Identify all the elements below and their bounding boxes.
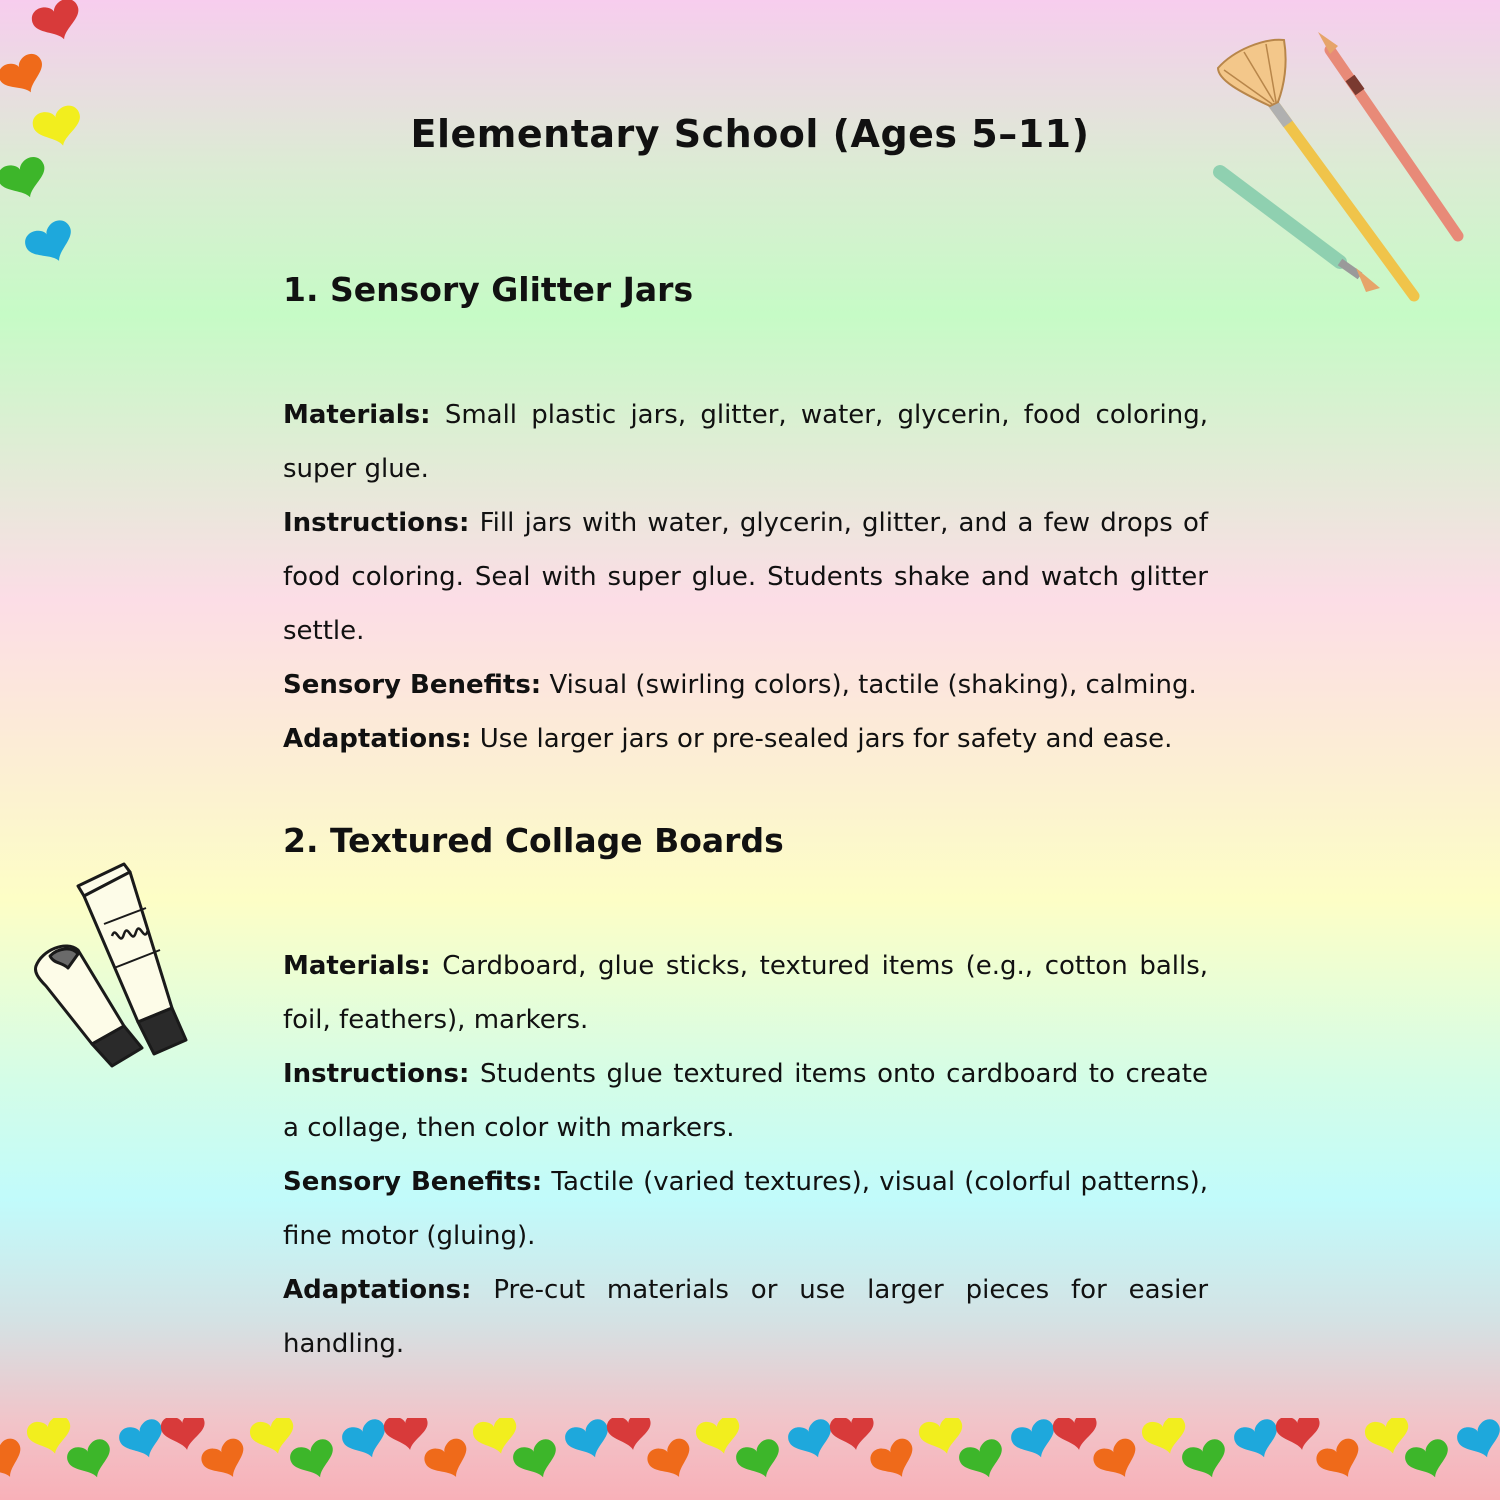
instructions-text: Students glue textured items onto cardboard to create a collage, then color with markers. xyxy=(283,1059,1208,1143)
heart-icon xyxy=(1454,1418,1500,1465)
heart-icon xyxy=(1179,1436,1233,1484)
materials-label: Materials: xyxy=(283,400,431,430)
benefits-paragraph xyxy=(283,1155,1208,1263)
materials-paragraph xyxy=(283,388,1208,496)
heart-icon xyxy=(1090,1435,1145,1486)
materials-text: Small plastic jars, glitter, water, glycerin, food coloring, super glue. xyxy=(283,400,1209,484)
benefits-label: Sensory Benefits: xyxy=(283,670,542,700)
adaptations-label: Adaptations: xyxy=(283,1275,472,1305)
instructions-label: Instructions: xyxy=(283,1059,470,1089)
heart-icon xyxy=(828,1418,878,1454)
section-collage-boards xyxy=(283,821,1208,1371)
heart-icon xyxy=(1402,1436,1456,1484)
materials-paragraph xyxy=(283,939,1208,1047)
benefits-paragraph xyxy=(283,658,1208,712)
heart-icon xyxy=(510,1436,564,1484)
heart-border xyxy=(0,1418,1500,1500)
heart-icon xyxy=(1313,1435,1368,1486)
heart-icon xyxy=(0,154,53,206)
heart-icon xyxy=(21,217,80,271)
heart-icon xyxy=(0,1435,30,1486)
benefits-text: Visual (swirling colors), tactile (shaking), calming. xyxy=(549,670,1197,700)
paintbrush-icon xyxy=(1220,172,1380,292)
benefits-text: Tactile (varied textures), visual (colorful patterns), fine motor (gluing). xyxy=(283,1167,1209,1251)
paint-tube-illustration xyxy=(20,850,210,1080)
heart-icon xyxy=(1051,1418,1101,1454)
section-heading: 2. Textured Collage Boards xyxy=(283,821,784,860)
heart-icon xyxy=(198,1435,253,1486)
paintbrush-icon xyxy=(1218,40,1414,296)
heart-icon xyxy=(1274,1418,1324,1454)
instructions-text: Fill jars with water, glycerin, glitter, and a few drops of food coloring. Seal with super glue. Students shake and watch glitter settle. xyxy=(283,508,1208,646)
adaptations-text: Pre-cut materials or use larger pieces for easier handling. xyxy=(283,1275,1209,1359)
heart-icon xyxy=(29,0,87,47)
materials-label: Materials: xyxy=(283,951,431,981)
materials-text: Cardboard, glue sticks, textured items (e.g., cotton balls, foil, feathers), markers. xyxy=(283,951,1209,1035)
paintbrush-illustration xyxy=(1200,20,1480,310)
heart-icon xyxy=(956,1436,1010,1484)
adaptations-paragraph xyxy=(283,1263,1208,1371)
section-glitter-jars xyxy=(283,270,1208,766)
adaptations-paragraph xyxy=(283,712,1208,766)
heart-icon xyxy=(421,1435,476,1486)
page-title: Elementary School (Ages 5–11) xyxy=(410,112,1090,156)
heart-icon xyxy=(159,1418,209,1454)
heart-icon xyxy=(0,50,51,102)
heart-icon xyxy=(733,1436,787,1484)
heart-icon xyxy=(64,1436,118,1484)
section-heading: 1. Sensory Glitter Jars xyxy=(283,270,694,309)
benefits-label: Sensory Benefits: xyxy=(283,1167,543,1197)
adaptations-text: Use larger jars or pre-sealed jars for safety and ease. xyxy=(479,724,1173,754)
instructions-paragraph xyxy=(283,1047,1208,1155)
heart-icon xyxy=(644,1435,699,1486)
heart-icon xyxy=(287,1436,341,1484)
adaptations-label: Adaptations: xyxy=(283,724,472,754)
instructions-paragraph xyxy=(283,496,1208,658)
instructions-label: Instructions: xyxy=(283,508,470,538)
heart-icon xyxy=(382,1418,432,1454)
heart-icon xyxy=(605,1418,655,1454)
heart-icon xyxy=(867,1435,922,1486)
